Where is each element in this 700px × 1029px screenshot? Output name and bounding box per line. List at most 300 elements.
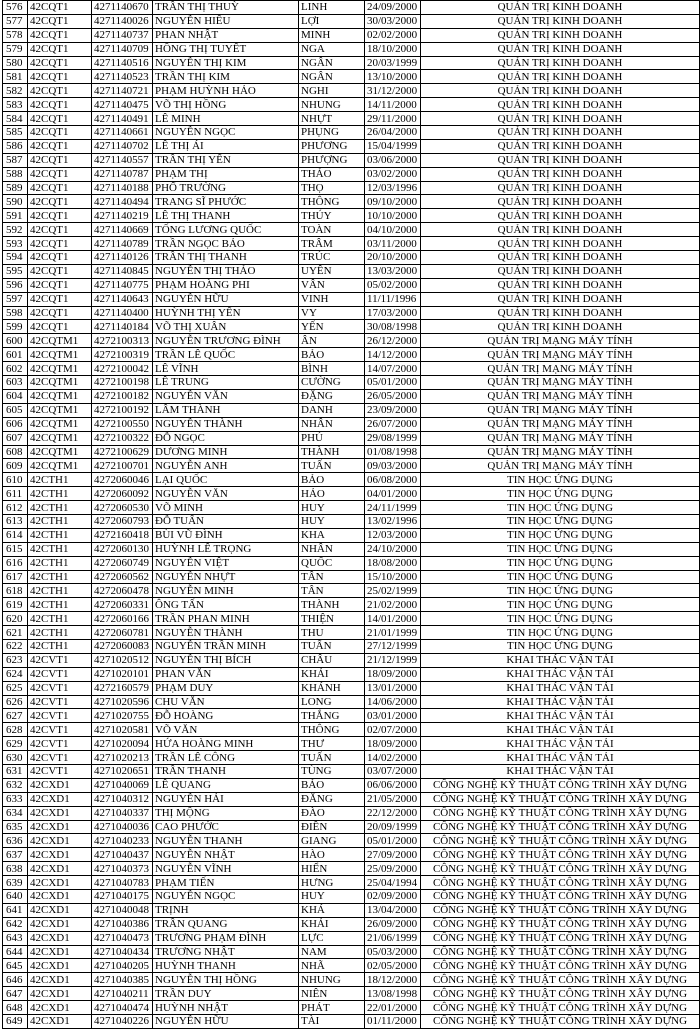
major-cell: QUẢN TRỊ MẠNG MÁY TÍNH (421, 445, 700, 459)
major-cell: QUẢN TRỊ MẠNG MÁY TÍNH (421, 459, 700, 473)
birth-date-cell: 21/12/1999 (365, 653, 421, 667)
class-code-cell: 42CTH1 (28, 514, 92, 528)
first-name-cell: LỢI (299, 14, 365, 28)
first-name-cell: HIỂN (299, 862, 365, 876)
birth-date-cell: 18/10/2000 (365, 42, 421, 56)
student-id-cell: 4271140789 (92, 237, 153, 251)
last-name-cell: LÊ MINH (153, 112, 299, 126)
birth-date-cell: 21/05/2000 (365, 792, 421, 806)
last-name-cell: LÊ TRUNG (153, 376, 299, 390)
stt-cell: 576 (3, 1, 28, 15)
table-row (3, 112, 700, 126)
class-code-cell: 42CQTM1 (28, 431, 92, 445)
table-row (3, 56, 700, 70)
table-row (3, 195, 700, 209)
birth-date-cell: 26/09/2000 (365, 917, 421, 931)
major-cell: CÔNG NGHỆ KỸ THUẬT CÔNG TRÌNH XÂY DỰNG (421, 876, 700, 890)
student-id-cell: 4271140557 (92, 153, 153, 167)
table-row (3, 764, 700, 778)
last-name-cell: VÕ VĂN (153, 723, 299, 737)
birth-date-cell: 24/09/2000 (365, 1, 421, 15)
last-name-cell: NGUYỄN VIỆT (153, 556, 299, 570)
major-cell: CÔNG NGHỆ KỸ THUẬT CÔNG TRÌNH XÂY DỰNG (421, 917, 700, 931)
major-cell: TIN HỌC ỨNG DỤNG (421, 570, 700, 584)
table-row (3, 403, 700, 417)
class-code-cell: 42CQT1 (28, 278, 92, 292)
student-id-cell: 4272160418 (92, 528, 153, 542)
stt-cell: 607 (3, 431, 28, 445)
first-name-cell: BẢO (299, 348, 365, 362)
table-row (3, 570, 700, 584)
stt-cell: 629 (3, 737, 28, 751)
major-cell: CÔNG NGHỆ KỸ THUẬT CÔNG TRÌNH XÂY DỰNG (421, 862, 700, 876)
first-name-cell: KHẢI (299, 917, 365, 931)
table-row (3, 820, 700, 834)
class-code-cell: 42CQT1 (28, 84, 92, 98)
first-name-cell: THÚY (299, 209, 365, 223)
major-cell: TIN HỌC ỨNG DỤNG (421, 584, 700, 598)
student-id-cell: 4272100701 (92, 459, 153, 473)
class-code-cell: 42CQT1 (28, 14, 92, 28)
major-cell: TIN HỌC ỨNG DỤNG (421, 501, 700, 515)
first-name-cell: THỌ (299, 181, 365, 195)
table-row (3, 181, 700, 195)
student-id-cell: 4271040312 (92, 792, 153, 806)
first-name-cell: BÌNH (299, 362, 365, 376)
major-cell: QUẢN TRỊ KINH DOANH (421, 264, 700, 278)
stt-cell: 613 (3, 514, 28, 528)
first-name-cell: GIANG (299, 834, 365, 848)
student-id-cell: 4272060130 (92, 542, 153, 556)
major-cell: QUẢN TRỊ KINH DOANH (421, 70, 700, 84)
class-code-cell: 42CQT1 (28, 70, 92, 84)
major-cell: QUẢN TRỊ KINH DOANH (421, 278, 700, 292)
birth-date-cell: 14/06/2000 (365, 695, 421, 709)
birth-date-cell: 22/12/2000 (365, 806, 421, 820)
first-name-cell: NGHI (299, 84, 365, 98)
birth-date-cell: 20/09/1999 (365, 820, 421, 834)
major-cell: QUẢN TRỊ KINH DOANH (421, 306, 700, 320)
student-id-cell: 4271020596 (92, 695, 153, 709)
stt-cell: 582 (3, 84, 28, 98)
birth-date-cell: 26/05/2000 (365, 389, 421, 403)
stt-cell: 638 (3, 862, 28, 876)
last-name-cell: TRẦN THỊ THUỲ (153, 1, 299, 15)
birth-date-cell: 25/09/2000 (365, 862, 421, 876)
last-name-cell: NGUYỄN VĂN (153, 389, 299, 403)
first-name-cell: BẢO (299, 778, 365, 792)
student-id-cell: 4272060749 (92, 556, 153, 570)
first-name-cell: LINH (299, 1, 365, 15)
first-name-cell: KHÁ (299, 903, 365, 917)
birth-date-cell: 18/09/2000 (365, 737, 421, 751)
last-name-cell: PHẠM HOÀNG PHI (153, 278, 299, 292)
first-name-cell: ĐIỀN (299, 820, 365, 834)
class-code-cell: 42CQT1 (28, 98, 92, 112)
class-code-cell: 42CTH1 (28, 570, 92, 584)
stt-cell: 577 (3, 14, 28, 28)
table-row (3, 251, 700, 265)
major-cell: TIN HỌC ỨNG DỤNG (421, 528, 700, 542)
first-name-cell: KHÁNH (299, 681, 365, 695)
birth-date-cell: 24/10/2000 (365, 542, 421, 556)
major-cell: QUẢN TRỊ KINH DOANH (421, 1, 700, 15)
birth-date-cell: 14/07/2000 (365, 362, 421, 376)
first-name-cell: NHỰT (299, 112, 365, 126)
last-name-cell: NGUYỄN NHẬT (153, 848, 299, 862)
birth-date-cell: 21/02/2000 (365, 598, 421, 612)
last-name-cell: VÕ MINH (153, 501, 299, 515)
first-name-cell: NHÂN (299, 417, 365, 431)
table-row (3, 278, 700, 292)
class-code-cell: 42CXD1 (28, 931, 92, 945)
major-cell: QUẢN TRỊ KINH DOANH (421, 56, 700, 70)
stt-cell: 639 (3, 876, 28, 890)
birth-date-cell: 21/06/1999 (365, 931, 421, 945)
last-name-cell: HUỲNH LÊ TRỌNG (153, 542, 299, 556)
major-cell: QUẢN TRỊ MẠNG MÁY TÍNH (421, 403, 700, 417)
birth-date-cell: 06/08/2000 (365, 473, 421, 487)
stt-cell: 625 (3, 681, 28, 695)
last-name-cell: TRANG SĨ PHƯỚC (153, 195, 299, 209)
table-row (3, 848, 700, 862)
student-id-cell: 4271040211 (92, 987, 153, 1001)
first-name-cell: THU (299, 626, 365, 640)
birth-date-cell: 27/09/2000 (365, 848, 421, 862)
first-name-cell: TRÂM (299, 237, 365, 251)
last-name-cell: NGUYỄN HỮU (153, 1015, 299, 1029)
last-name-cell: NGUYỄN ANH (153, 459, 299, 473)
student-id-cell: 4271140026 (92, 14, 153, 28)
major-cell: QUẢN TRỊ KINH DOANH (421, 28, 700, 42)
first-name-cell: KHA (299, 528, 365, 542)
stt-cell: 627 (3, 709, 28, 723)
class-code-cell: 42CQT1 (28, 181, 92, 195)
student-table (2, 0, 700, 1029)
class-code-cell: 42CXD1 (28, 1015, 92, 1029)
table-row (3, 445, 700, 459)
student-id-cell: 4271020213 (92, 751, 153, 765)
last-name-cell: NGUYỄN TRƯƠNG ĐÌNH (153, 334, 299, 348)
student-id-cell: 4272100042 (92, 362, 153, 376)
last-name-cell: NGUYỄN NGỌC (153, 126, 299, 140)
student-id-cell: 4271140643 (92, 292, 153, 306)
class-code-cell: 42CXD1 (28, 959, 92, 973)
birth-date-cell: 26/07/2000 (365, 417, 421, 431)
stt-cell: 601 (3, 348, 28, 362)
student-id-cell: 4272060793 (92, 514, 153, 528)
birth-date-cell: 01/08/1998 (365, 445, 421, 459)
class-code-cell: 42CXD1 (28, 820, 92, 834)
student-id-cell: 4271020581 (92, 723, 153, 737)
table-row (3, 320, 700, 334)
birth-date-cell: 01/11/2000 (365, 1015, 421, 1029)
major-cell: QUẢN TRỊ KINH DOANH (421, 320, 700, 334)
first-name-cell: TÀI (299, 1015, 365, 1029)
last-name-cell: TRẦN THANH (153, 764, 299, 778)
student-id-cell: 4271140661 (92, 126, 153, 140)
class-code-cell: 42CTH1 (28, 487, 92, 501)
first-name-cell: NHÃ (299, 959, 365, 973)
last-name-cell: PHẠM HUỲNH HẢO (153, 84, 299, 98)
table-row (3, 417, 700, 431)
class-code-cell: 42CQTM1 (28, 445, 92, 459)
student-id-cell: 4271140709 (92, 42, 153, 56)
first-name-cell: THÔNG (299, 195, 365, 209)
major-cell: KHAI THÁC VẬN TẢI (421, 723, 700, 737)
stt-cell: 645 (3, 959, 28, 973)
table-row (3, 209, 700, 223)
birth-date-cell: 26/04/2000 (365, 126, 421, 140)
stt-cell: 603 (3, 376, 28, 390)
class-code-cell: 42CVT1 (28, 723, 92, 737)
table-row (3, 334, 700, 348)
first-name-cell: TUẤN (299, 751, 365, 765)
student-id-cell: 4271140126 (92, 251, 153, 265)
last-name-cell: NGUYỄN HẢI (153, 792, 299, 806)
class-code-cell: 42CQTM1 (28, 389, 92, 403)
first-name-cell: THẮNG (299, 709, 365, 723)
stt-cell: 628 (3, 723, 28, 737)
last-name-cell: ĐỖ TUẤN (153, 514, 299, 528)
student-id-cell: 4272060083 (92, 639, 153, 653)
major-cell: QUẢN TRỊ KINH DOANH (421, 84, 700, 98)
table-row (3, 139, 700, 153)
first-name-cell: TUẤN (299, 639, 365, 653)
last-name-cell: NGUYỄN MINH (153, 584, 299, 598)
stt-cell: 602 (3, 362, 28, 376)
stt-cell: 621 (3, 626, 28, 640)
stt-cell: 588 (3, 167, 28, 181)
major-cell: KHAI THÁC VẬN TẢI (421, 709, 700, 723)
class-code-cell: 42CTH1 (28, 598, 92, 612)
stt-cell: 635 (3, 820, 28, 834)
table-row (3, 459, 700, 473)
stt-cell: 648 (3, 1001, 28, 1015)
last-name-cell: NGUYỄN VĂN (153, 487, 299, 501)
student-id-cell: 4272060478 (92, 584, 153, 598)
last-name-cell: NGUYỄN HỮU (153, 292, 299, 306)
student-id-cell: 4271040048 (92, 903, 153, 917)
table-row (3, 903, 700, 917)
major-cell: TIN HỌC ỨNG DỤNG (421, 473, 700, 487)
last-name-cell: PHAN VĂN (153, 667, 299, 681)
table-row (3, 501, 700, 515)
stt-cell: 623 (3, 653, 28, 667)
major-cell: KHAI THÁC VẬN TẢI (421, 751, 700, 765)
stt-cell: 586 (3, 139, 28, 153)
birth-date-cell: 02/07/2000 (365, 723, 421, 737)
class-code-cell: 42CQT1 (28, 251, 92, 265)
first-name-cell: TOÀN (299, 223, 365, 237)
class-code-cell: 42CXD1 (28, 876, 92, 890)
stt-cell: 636 (3, 834, 28, 848)
major-cell: KHAI THÁC VẬN TẢI (421, 764, 700, 778)
stt-cell: 646 (3, 973, 28, 987)
stt-cell: 612 (3, 501, 28, 515)
student-id-cell: 4271140775 (92, 278, 153, 292)
table-row (3, 376, 700, 390)
major-cell: QUẢN TRỊ KINH DOANH (421, 251, 700, 265)
first-name-cell: HÀO (299, 848, 365, 862)
student-id-cell: 4271140184 (92, 320, 153, 334)
stt-cell: 622 (3, 639, 28, 653)
stt-cell: 647 (3, 987, 28, 1001)
first-name-cell: THẢO (299, 167, 365, 181)
major-cell: CÔNG NGHỆ KỸ THUẬT CÔNG TRÌNH XÂY DỰNG (421, 834, 700, 848)
first-name-cell: TRÚC (299, 251, 365, 265)
major-cell: CÔNG NGHỆ KỸ THUẬT CÔNG TRÌNH XÂY DỰNG (421, 1015, 700, 1029)
first-name-cell: NGÂN (299, 70, 365, 84)
major-cell: CÔNG NGHỆ KỸ THUẬT CÔNG TRÌNH XÂY DỰNG (421, 973, 700, 987)
student-id-cell: 4271040473 (92, 931, 153, 945)
first-name-cell: ĐẶNG (299, 389, 365, 403)
table-row (3, 1001, 700, 1015)
first-name-cell: NHUNG (299, 973, 365, 987)
stt-cell: 581 (3, 70, 28, 84)
stt-cell: 608 (3, 445, 28, 459)
stt-cell: 614 (3, 528, 28, 542)
student-id-cell: 4272100313 (92, 334, 153, 348)
table-row (3, 890, 700, 904)
class-code-cell: 42CQT1 (28, 237, 92, 251)
stt-cell: 604 (3, 389, 28, 403)
table-row (3, 806, 700, 820)
major-cell: QUẢN TRỊ KINH DOANH (421, 209, 700, 223)
student-id-cell: 4272100550 (92, 417, 153, 431)
birth-date-cell: 30/03/2000 (365, 14, 421, 28)
last-name-cell: TRẦN THỊ YẾN (153, 153, 299, 167)
first-name-cell: PHỤNG (299, 126, 365, 140)
class-code-cell: 42CQT1 (28, 42, 92, 56)
last-name-cell: VÕ THỊ HỒNG (153, 98, 299, 112)
table-row (3, 153, 700, 167)
class-code-cell: 42CQT1 (28, 167, 92, 181)
stt-cell: 626 (3, 695, 28, 709)
table-row (3, 167, 700, 181)
major-cell: CÔNG NGHỆ KỸ THUẬT CÔNG TRÌNH XÂY DỰNG (421, 959, 700, 973)
student-id-cell: 4271040036 (92, 820, 153, 834)
major-cell: CÔNG NGHỆ KỸ THUẬT CÔNG TRÌNH XÂY DỰNG (421, 820, 700, 834)
major-cell: QUẢN TRỊ MẠNG MÁY TÍNH (421, 417, 700, 431)
table-row (3, 959, 700, 973)
last-name-cell: HỨA HOÀNG MINH (153, 737, 299, 751)
first-name-cell: CHÂU (299, 653, 365, 667)
class-code-cell: 42CQT1 (28, 306, 92, 320)
class-code-cell: 42CQTM1 (28, 348, 92, 362)
major-cell: QUẢN TRỊ KINH DOANH (421, 153, 700, 167)
stt-cell: 620 (3, 612, 28, 626)
class-code-cell: 42CXD1 (28, 806, 92, 820)
birth-date-cell: 25/02/1999 (365, 584, 421, 598)
major-cell: TIN HỌC ỨNG DỤNG (421, 487, 700, 501)
birth-date-cell: 13/01/2000 (365, 681, 421, 695)
student-id-cell: 4271040783 (92, 876, 153, 890)
stt-cell: 600 (3, 334, 28, 348)
student-id-cell: 4271140491 (92, 112, 153, 126)
table-row (3, 598, 700, 612)
last-name-cell: NGUYỄN THÀNH (153, 417, 299, 431)
last-name-cell: TRƯƠNG PHẠM ĐÌNH (153, 931, 299, 945)
birth-date-cell: 12/03/1996 (365, 181, 421, 195)
table-row (3, 862, 700, 876)
table-row (3, 945, 700, 959)
stt-cell: 585 (3, 126, 28, 140)
stt-cell: 584 (3, 112, 28, 126)
table-row (3, 237, 700, 251)
first-name-cell: NGÂN (299, 56, 365, 70)
major-cell: KHAI THÁC VẬN TẢI (421, 695, 700, 709)
first-name-cell: PHƯỢNG (299, 153, 365, 167)
student-id-cell: 4271040434 (92, 945, 153, 959)
student-id-cell: 4271040226 (92, 1015, 153, 1029)
birth-date-cell: 06/06/2000 (365, 778, 421, 792)
table-row (3, 14, 700, 28)
birth-date-cell: 18/09/2000 (365, 667, 421, 681)
first-name-cell: LỰC (299, 931, 365, 945)
class-code-cell: 42CQTM1 (28, 362, 92, 376)
birth-date-cell: 23/09/2000 (365, 403, 421, 417)
major-cell: QUẢN TRỊ KINH DOANH (421, 139, 700, 153)
birth-date-cell: 11/11/1996 (365, 292, 421, 306)
major-cell: KHAI THÁC VẬN TẢI (421, 667, 700, 681)
major-cell: CÔNG NGHỆ KỸ THUẬT CÔNG TRÌNH XÂY DỰNG (421, 1001, 700, 1015)
student-id-cell: 4271140400 (92, 306, 153, 320)
student-id-cell: 4272060562 (92, 570, 153, 584)
class-code-cell: 42CQT1 (28, 126, 92, 140)
last-name-cell: CAO PHƯỚC (153, 820, 299, 834)
major-cell: CÔNG NGHỆ KỸ THUẬT CÔNG TRÌNH XÂY DỰNG (421, 931, 700, 945)
first-name-cell: THÀNH (299, 445, 365, 459)
last-name-cell: NGUYỄN THỊ HỒNG (153, 973, 299, 987)
stt-cell: 609 (3, 459, 28, 473)
first-name-cell: VY (299, 306, 365, 320)
student-id-cell: 4272100322 (92, 431, 153, 445)
class-code-cell: 42CQTM1 (28, 403, 92, 417)
major-cell: QUẢN TRỊ MẠNG MÁY TÍNH (421, 348, 700, 362)
stt-cell: 589 (3, 181, 28, 195)
table-row (3, 612, 700, 626)
first-name-cell: VÂN (299, 278, 365, 292)
table-row (3, 98, 700, 112)
first-name-cell: HUY (299, 501, 365, 515)
table-row (3, 431, 700, 445)
class-code-cell: 42CQT1 (28, 56, 92, 70)
first-name-cell: HUY (299, 890, 365, 904)
student-id-cell: 4271020512 (92, 653, 153, 667)
birth-date-cell: 18/12/2000 (365, 973, 421, 987)
last-name-cell: TRẦN LÊ CÔNG (153, 751, 299, 765)
table-row (3, 348, 700, 362)
birth-date-cell: 13/02/1996 (365, 514, 421, 528)
last-name-cell: TRỊNH (153, 903, 299, 917)
first-name-cell: TÂN (299, 570, 365, 584)
major-cell: CÔNG NGHỆ KỸ THUẬT CÔNG TRÌNH XÂY DỰNG (421, 903, 700, 917)
first-name-cell: ÂN (299, 334, 365, 348)
class-code-cell: 42CQT1 (28, 1, 92, 15)
class-code-cell: 42CXD1 (28, 987, 92, 1001)
table-row (3, 917, 700, 931)
class-code-cell: 42CXD1 (28, 973, 92, 987)
table-row (3, 681, 700, 695)
major-cell: TIN HỌC ỨNG DỤNG (421, 626, 700, 640)
birth-date-cell: 14/12/2000 (365, 348, 421, 362)
last-name-cell: TRẦN DUY (153, 987, 299, 1001)
student-id-cell: 4271020651 (92, 764, 153, 778)
class-code-cell: 42CQTM1 (28, 459, 92, 473)
class-code-cell: 42CTH1 (28, 584, 92, 598)
student-id-cell: 4271140737 (92, 28, 153, 42)
